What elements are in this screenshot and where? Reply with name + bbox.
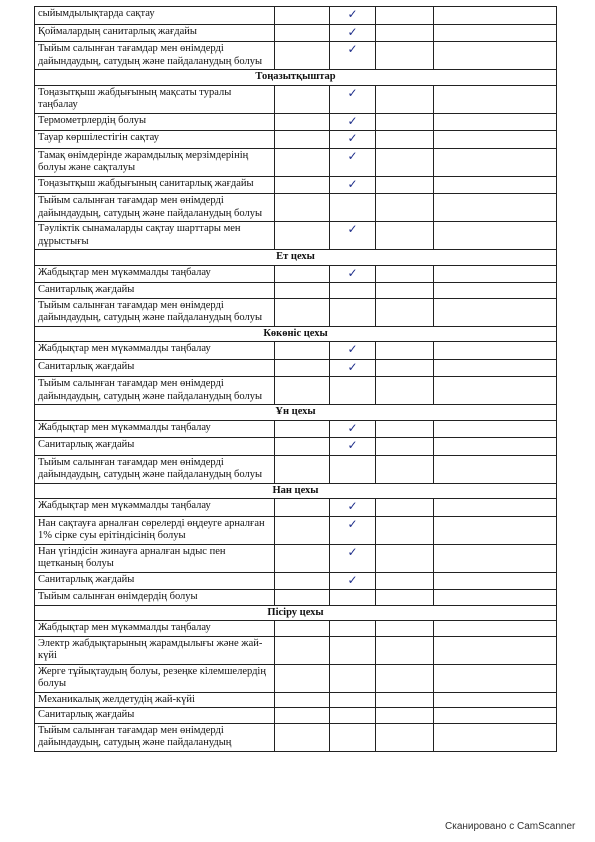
checkmark-icon: ✓ (347, 42, 358, 56)
checklist-row (35, 621, 557, 637)
checklist-item-text: Санитарлық жағдайы (35, 708, 275, 724)
section-title: Ет цехы (35, 250, 557, 266)
empty-cell (376, 621, 434, 637)
empty-cell (434, 420, 557, 438)
checkmark-icon: ✓ (347, 420, 358, 435)
checkmark-cell (330, 455, 376, 483)
checklist-row (35, 42, 557, 70)
section-title: Көкөніс цехы (35, 326, 557, 342)
empty-cell (434, 516, 557, 544)
checklist-item-text: Тәуліктік сынамаларды сақтау шарттары мен дұрыстығы (35, 222, 275, 250)
checkmark-cell (330, 499, 376, 517)
checklist-sheet (34, 6, 556, 752)
checklist-item-text: Жерге тұйықтаудың болуы, резеңке кілемшелердің болуы (35, 664, 275, 692)
empty-cell (434, 572, 557, 590)
empty-cell (376, 113, 434, 131)
checkmark-cell (330, 131, 376, 149)
checklist-row (35, 85, 557, 113)
checkmark-cell (330, 113, 376, 131)
empty-cell (275, 572, 330, 590)
section-title: Тоңазытқыштар (35, 70, 557, 86)
empty-cell (376, 298, 434, 326)
checkmark-cell (330, 590, 376, 606)
empty-cell (376, 420, 434, 438)
checkmark-cell (330, 85, 376, 113)
empty-cell (434, 590, 557, 606)
empty-cell (376, 572, 434, 590)
checklist-item-text: Жабдықтар мен мүкәммалды таңбалау (35, 420, 275, 438)
checklist-row (35, 723, 557, 751)
empty-cell (376, 359, 434, 377)
empty-cell (275, 455, 330, 483)
checkmark-icon: ✓ (347, 222, 358, 236)
checklist-item-text: Нан үгіндісін жинауға арналған ыдыс пен щетканың болуы (35, 544, 275, 572)
empty-cell (376, 24, 434, 42)
checklist-row (35, 377, 557, 405)
empty-cell (376, 438, 434, 456)
empty-cell (376, 455, 434, 483)
checklist-row (35, 265, 557, 283)
empty-cell (434, 636, 557, 664)
checklist-row (35, 438, 557, 456)
empty-cell (376, 265, 434, 283)
checkmark-icon: ✓ (347, 148, 358, 163)
empty-cell (376, 377, 434, 405)
empty-cell (434, 377, 557, 405)
checklist-item-text: Қоймалардың санитарлық жағдайы (35, 24, 275, 42)
empty-cell (275, 7, 330, 25)
checkmark-cell (330, 723, 376, 751)
checklist-item-text: Жабдықтар мен мүкәммалды таңбалау (35, 621, 275, 637)
empty-cell (434, 283, 557, 299)
checkmark-cell (330, 636, 376, 664)
empty-cell (376, 85, 434, 113)
section-header-row (35, 250, 557, 266)
checklist-item-text: Тыйым салынған тағамдар мен өнімдерді дайындаудың, сатудың және пайдаланудың болуы (35, 42, 275, 70)
empty-cell (434, 265, 557, 283)
empty-cell (376, 692, 434, 708)
checkmark-cell (330, 420, 376, 438)
empty-cell (275, 499, 330, 517)
empty-cell (376, 283, 434, 299)
section-title: Нан цехы (35, 483, 557, 499)
checklist-item-text: Механикалық желдетудің жай-күйі (35, 692, 275, 708)
checkmark-icon: ✓ (347, 85, 358, 100)
checklist-row (35, 664, 557, 692)
empty-cell (275, 621, 330, 637)
checkmark-cell (330, 176, 376, 194)
checkmark-cell (330, 265, 376, 283)
empty-cell (434, 708, 557, 724)
empty-cell (275, 723, 330, 751)
checkmark-cell (330, 342, 376, 360)
empty-cell (376, 148, 434, 176)
empty-cell (434, 148, 557, 176)
checklist-item-text: Тамақ өнімдерінде жарамдылық мерзімдерінің болуы және сақталуы (35, 148, 275, 176)
checklist-row (35, 499, 557, 517)
section-title: Ұн цехы (35, 405, 557, 421)
empty-cell (275, 194, 330, 222)
empty-cell (434, 176, 557, 194)
checklist-row (35, 7, 557, 25)
empty-cell (434, 499, 557, 517)
empty-cell (434, 85, 557, 113)
empty-cell (376, 176, 434, 194)
checklist-item-text: Санитарлық жағдайы (35, 283, 275, 299)
checklist-item-text: Жабдықтар мен мүкәммалды таңбалау (35, 342, 275, 360)
empty-cell (275, 590, 330, 606)
empty-cell (275, 113, 330, 131)
empty-cell (376, 708, 434, 724)
section-header-row (35, 326, 557, 342)
empty-cell (376, 194, 434, 222)
checklist-row (35, 590, 557, 606)
empty-cell (275, 85, 330, 113)
checklist-row (35, 708, 557, 724)
checkmark-cell (330, 283, 376, 299)
checklist-row (35, 222, 557, 250)
checklist-item-text: Тыйым салынған тағамдар мен өнімдерді дайындаудың, сатудың және пайдаланудың болуы (35, 298, 275, 326)
empty-cell (275, 131, 330, 149)
checkmark-icon: ✓ (347, 24, 358, 39)
checkmark-cell (330, 621, 376, 637)
checklist-row (35, 359, 557, 377)
empty-cell (275, 148, 330, 176)
checklist-item-text: Тыйым салынған тағамдар мен өнімдерді дайындаудың, сатудың және пайдаланудың (35, 723, 275, 751)
checklist-row (35, 24, 557, 42)
section-header-row (35, 483, 557, 499)
checkmark-cell (330, 544, 376, 572)
checkmark-cell (330, 359, 376, 377)
empty-cell (434, 438, 557, 456)
empty-cell (376, 544, 434, 572)
checkmark-cell (330, 438, 376, 456)
empty-cell (434, 342, 557, 360)
section-title: Пісіру цехы (35, 605, 557, 621)
empty-cell (434, 131, 557, 149)
empty-cell (376, 636, 434, 664)
empty-cell (434, 621, 557, 637)
empty-cell (275, 438, 330, 456)
empty-cell (376, 723, 434, 751)
checklist-item-text: Тыйым салынған өнімдердің болуы (35, 590, 275, 606)
checkmark-icon: ✓ (347, 516, 358, 531)
checkmark-cell (330, 7, 376, 25)
empty-cell (275, 342, 330, 360)
checklist-item-text: Тыйым салынған тағамдар мен өнімдерді дайындаудың, сатудың және пайдаланудың болуы (35, 455, 275, 483)
empty-cell (275, 708, 330, 724)
empty-cell (275, 298, 330, 326)
checklist-item-text: Тыйым салынған тағамдар мен өнімдерді дайындаудың, сатудың және пайдаланудың болуы (35, 194, 275, 222)
checkmark-icon: ✓ (347, 265, 358, 280)
empty-cell (275, 516, 330, 544)
empty-cell (275, 664, 330, 692)
checklist-item-text: Тыйым салынған тағамдар мен өнімдерді дайындаудың, сатудың және пайдаланудың болуы (35, 377, 275, 405)
checklist-item-text: Санитарлық жағдайы (35, 572, 275, 590)
empty-cell (434, 544, 557, 572)
empty-cell (376, 7, 434, 25)
section-header-row (35, 605, 557, 621)
checkmark-icon: ✓ (347, 7, 358, 21)
empty-cell (275, 176, 330, 194)
empty-cell (275, 222, 330, 250)
section-header-row (35, 405, 557, 421)
checklist-row (35, 131, 557, 149)
empty-cell (434, 7, 557, 25)
empty-cell (434, 692, 557, 708)
empty-cell (376, 222, 434, 250)
checklist-row (35, 194, 557, 222)
checklist-table (34, 6, 557, 752)
empty-cell (275, 42, 330, 70)
empty-cell (376, 342, 434, 360)
checkmark-cell (330, 664, 376, 692)
empty-cell (376, 42, 434, 70)
empty-cell (275, 420, 330, 438)
checklist-row (35, 572, 557, 590)
checklist-row (35, 342, 557, 360)
checklist-item-text: Санитарлық жағдайы (35, 438, 275, 456)
empty-cell (434, 113, 557, 131)
checkmark-icon: ✓ (347, 359, 358, 374)
checkmark-cell (330, 298, 376, 326)
empty-cell (275, 283, 330, 299)
empty-cell (376, 516, 434, 544)
checklist-item-text: Нан сақтауға арналған сөрелерді өңдеуге арналған 1% сірке суы ерітіндісінің болуы (35, 516, 275, 544)
checkmark-icon: ✓ (347, 499, 358, 513)
checkmark-cell (330, 692, 376, 708)
checklist-row (35, 455, 557, 483)
checkmark-cell (330, 708, 376, 724)
empty-cell (434, 42, 557, 70)
checkmark-cell (330, 222, 376, 250)
checklist-row (35, 544, 557, 572)
checkmark-icon: ✓ (347, 131, 358, 145)
empty-cell (434, 194, 557, 222)
checklist-item-text: Электр жабдықтарының жарамдылығы және жай-күйі (35, 636, 275, 664)
checkmark-cell (330, 24, 376, 42)
empty-cell (434, 24, 557, 42)
checklist-row (35, 692, 557, 708)
checkmark-cell (330, 572, 376, 590)
checkmark-cell (330, 148, 376, 176)
checklist-item-text: Тауар көршілестігін сақтау (35, 131, 275, 149)
checkmark-cell (330, 194, 376, 222)
section-header-row (35, 70, 557, 86)
empty-cell (275, 377, 330, 405)
empty-cell (275, 636, 330, 664)
empty-cell (275, 24, 330, 42)
checkmark-cell (330, 42, 376, 70)
checklist-row (35, 298, 557, 326)
checklist-row (35, 420, 557, 438)
empty-cell (376, 590, 434, 606)
checklist-row (35, 113, 557, 131)
checklist-row (35, 176, 557, 194)
checklist-item-text: Термометрлердің болуы (35, 113, 275, 131)
empty-cell (275, 265, 330, 283)
checklist-item-text: Тоңазытқыш жабдығының санитарлық жағдайы (35, 176, 275, 194)
checklist-rows (35, 7, 557, 752)
checkmark-icon: ✓ (347, 113, 358, 128)
checklist-item-text: Жабдықтар мен мүкәммалды таңбалау (35, 499, 275, 517)
checkmark-icon: ✓ (347, 342, 358, 356)
checklist-item-text: Тоңазытқыш жабдығының мақсаты туралы таңбалау (35, 85, 275, 113)
empty-cell (434, 455, 557, 483)
empty-cell (275, 544, 330, 572)
checklist-item-text: Жабдықтар мен мүкәммалды таңбалау (35, 265, 275, 283)
empty-cell (376, 499, 434, 517)
empty-cell (376, 131, 434, 149)
checkmark-cell (330, 516, 376, 544)
checklist-row (35, 148, 557, 176)
checklist-row (35, 516, 557, 544)
empty-cell (434, 222, 557, 250)
checkmark-icon: ✓ (347, 572, 358, 587)
empty-cell (434, 298, 557, 326)
empty-cell (434, 359, 557, 377)
checklist-item-text: сыйымдылықтарда сақтау (35, 7, 275, 25)
checklist-row (35, 283, 557, 299)
checkmark-icon: ✓ (347, 176, 358, 191)
checklist-row (35, 636, 557, 664)
empty-cell (376, 664, 434, 692)
empty-cell (275, 359, 330, 377)
checkmark-icon: ✓ (347, 544, 358, 559)
checklist-item-text: Санитарлық жағдайы (35, 359, 275, 377)
checkmark-icon: ✓ (347, 438, 358, 452)
scanner-watermark: Сканировано с CamScanner (445, 821, 576, 832)
empty-cell (275, 692, 330, 708)
empty-cell (434, 723, 557, 751)
empty-cell (434, 664, 557, 692)
checkmark-cell (330, 377, 376, 405)
